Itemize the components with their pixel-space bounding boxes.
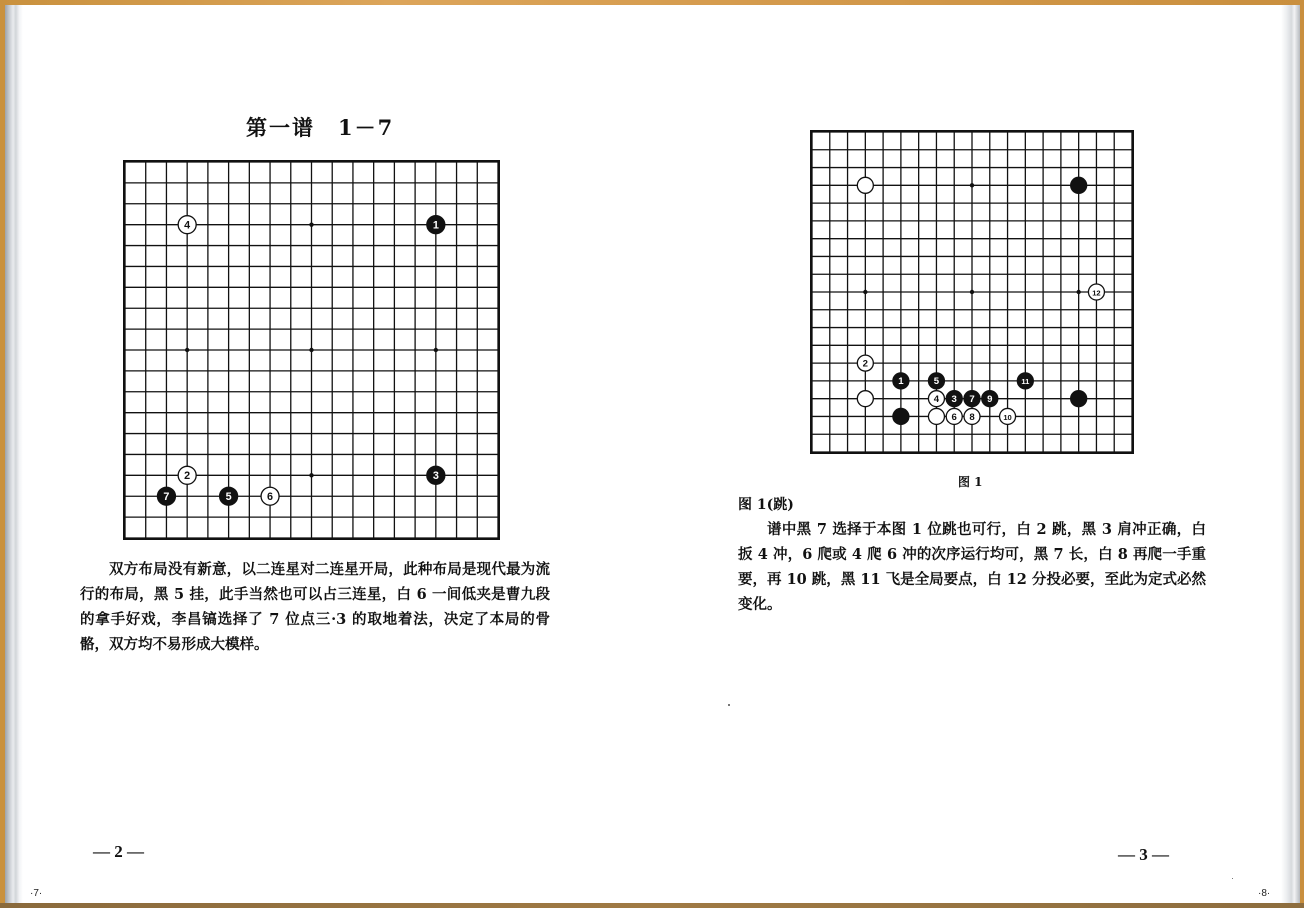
star-point xyxy=(970,290,974,294)
figure-commentary xyxy=(738,517,1206,617)
svg-text:11: 11 xyxy=(1021,377,1030,387)
star-point xyxy=(309,348,313,352)
scan-speck xyxy=(728,704,730,706)
svg-text:2: 2 xyxy=(184,470,191,483)
scan-index-left: ·7· xyxy=(30,888,43,899)
page-number-right: — 3 — xyxy=(1118,845,1169,864)
svg-text:1: 1 xyxy=(432,219,439,232)
black-stone-3 xyxy=(946,391,962,407)
white-stone-4 xyxy=(928,391,944,407)
svg-text:3: 3 xyxy=(951,394,957,406)
figure-subheading: 图 1(跳) xyxy=(738,497,794,513)
black-stone-1 xyxy=(893,373,909,389)
white-stone-8 xyxy=(964,408,980,424)
white-stone-10 xyxy=(1000,408,1016,424)
star-point xyxy=(1076,290,1080,294)
commentary-paragraph xyxy=(80,557,550,657)
svg-text:3: 3 xyxy=(432,470,439,483)
white-stone-2 xyxy=(178,466,196,484)
white-stone-12 xyxy=(1088,284,1104,300)
scan-speck xyxy=(1232,878,1233,879)
black-stone-1 xyxy=(427,216,445,234)
black-stone-7 xyxy=(964,391,980,407)
black-stone-5 xyxy=(928,373,944,389)
svg-text:12: 12 xyxy=(1092,288,1101,298)
svg-text:7: 7 xyxy=(969,394,975,406)
black-stone-9 xyxy=(982,391,998,407)
svg-text:6: 6 xyxy=(267,491,274,504)
black-stone xyxy=(1071,391,1087,407)
white-stone xyxy=(857,177,873,193)
scan-index-right: ·8· xyxy=(1258,888,1271,899)
star-point xyxy=(863,290,867,294)
svg-text:2: 2 xyxy=(862,358,869,370)
svg-text:6: 6 xyxy=(951,411,957,423)
white-stone xyxy=(857,391,873,407)
go-board-grid xyxy=(812,132,1132,452)
game-record-title: 第一谱 1－7 xyxy=(246,115,395,140)
white-stone-6 xyxy=(946,408,962,424)
white-stone-4 xyxy=(178,216,196,234)
left-page-edge xyxy=(5,5,23,903)
go-board-figure-1 xyxy=(810,130,1134,454)
star-point xyxy=(185,348,189,352)
commentary-text: 双方布局没有新意，以二连星对二连星开局，此种布局是现代最为流行的布局，黑 5 挂，此手当然也可以占三连星，白 6 一间低夹是曹九段的拿手好戏，李昌镐选择了 7 位点三·3 的取地着法，决定了本局的骨骼，双方均不易形成大模样。 xyxy=(80,561,550,653)
svg-text:5: 5 xyxy=(933,376,940,388)
svg-text:9: 9 xyxy=(987,394,993,406)
go-board-grid xyxy=(125,162,498,538)
black-stone xyxy=(893,408,909,424)
star-point xyxy=(970,183,974,187)
svg-text:8: 8 xyxy=(969,411,975,423)
svg-text:7: 7 xyxy=(163,491,170,504)
go-board-main xyxy=(123,160,500,540)
white-stone-6 xyxy=(261,487,279,505)
star-point xyxy=(309,222,313,226)
black-stone-11 xyxy=(1017,373,1033,389)
svg-text:10: 10 xyxy=(1003,412,1012,422)
figure-commentary-text: 谱中黑 7 选择于本图 1 位跳也可行，白 2 跳，黑 3 肩冲正确，白扳 4 冲，6 爬或 4 爬 6 冲的次序运行均可，黑 7 长，白 8 再爬一手重要，再 10 跳，黑 11 飞是全局要点，白 12 分投必要，至此为定式必然变化。 xyxy=(738,521,1206,613)
white-stone-2 xyxy=(857,355,873,371)
viewer-frame-bottom xyxy=(0,903,1304,908)
svg-text:4: 4 xyxy=(184,219,191,232)
right-page-edge xyxy=(1281,5,1300,903)
svg-text:4: 4 xyxy=(933,394,940,406)
black-stone xyxy=(1071,177,1087,193)
black-stone-5 xyxy=(220,487,238,505)
star-point xyxy=(309,473,313,477)
page-number-left: — 2 — xyxy=(93,842,144,861)
black-stone-7 xyxy=(157,487,175,505)
figure-caption: 图 1 xyxy=(958,475,983,489)
black-stone-3 xyxy=(427,466,445,484)
white-stone xyxy=(928,408,944,424)
svg-text:5: 5 xyxy=(225,491,232,504)
star-point xyxy=(434,348,438,352)
svg-text:1: 1 xyxy=(898,376,904,388)
